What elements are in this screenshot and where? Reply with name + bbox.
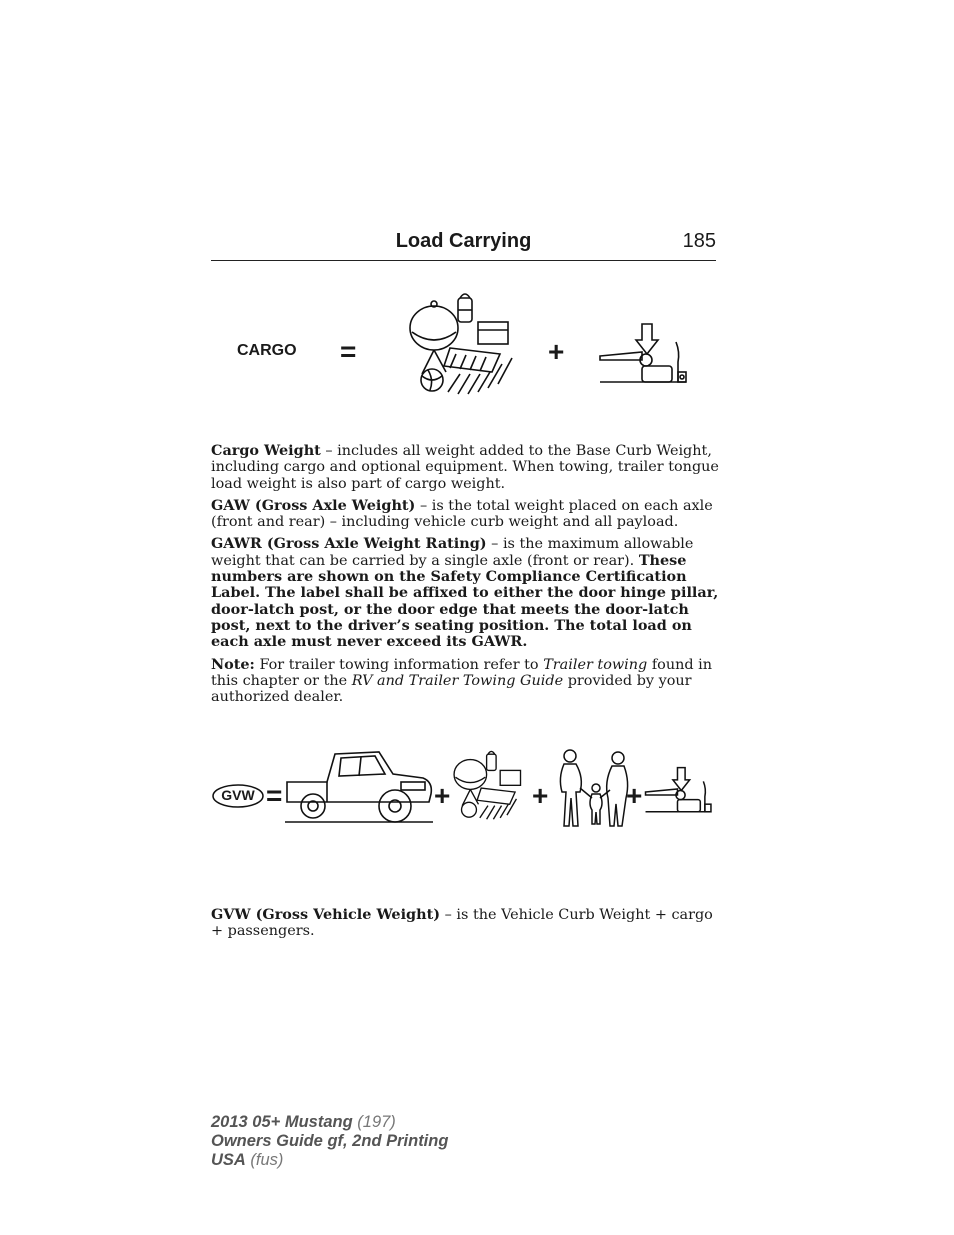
term: GAWR (Gross Axle Weight Rating) (211, 535, 487, 553)
plus-sign: + (532, 780, 549, 811)
plus-sign: + (548, 336, 565, 367)
cargo-label: CARGO (237, 342, 297, 359)
gawr-definition: GAWR (Gross Axle Weight Rating) – is the maximum allowable weight that can be carried by a single axle (front or rear). These numbers are shown on the Safety Compliance Certification Label. The label shall be affixed to either the door hinge pillar, door-latch post, or the door edge that meets the door-latch post, next to the driver’s seating position. The total load on each axle must never exceed its GAWR. (211, 535, 719, 651)
trailer-tongue-icon (644, 766, 714, 818)
cargo-weight-definition: Cargo Weight – includes all weight added to the Base Curb Weight, including cargo and optional equipment. When towing, trailer tongue load weight is also part of cargo weight. (211, 442, 719, 492)
page-number: 185 (682, 230, 716, 252)
term: GVW (Gross Vehicle Weight) (211, 906, 441, 923)
section-title: Load Carrying (395, 230, 532, 252)
footer-line-1: 2013 05+ Mustang (197) (211, 1113, 396, 1131)
gvw-definition: GVW (Gross Vehicle Weight) – is the Vehicle Curb Weight + cargo + passengers. (211, 906, 713, 940)
term: Cargo Weight (211, 442, 321, 459)
gvw-badge (212, 784, 264, 808)
definitions-block (211, 443, 719, 711)
trailer-tongue-icon (598, 322, 690, 390)
passengers-icon (554, 748, 634, 828)
gvw-definition-block (211, 907, 719, 946)
page-footer (211, 1113, 448, 1170)
gaw-definition: GAW (Gross Axle Weight) – is the total weight placed on each axle (front and rear) – including vehicle curb weight and all payload. (211, 496, 713, 531)
page-header (211, 228, 716, 261)
cargo-items-icon (404, 292, 522, 398)
cargo-items-icon (450, 744, 530, 828)
footer-line-3: USA (fus) (211, 1151, 284, 1169)
warning-text: These numbers are shown on the Safety Compliance Certification Label. The label shall be affixed to either the door hinge pillar, door-latch post, or the door edge that meets the door-latch post, next to the driver’s seating position. The total load on each axle must never exceed its GAWR. (211, 551, 719, 651)
footer-line-2: Owners Guide gf, 2nd Printing (211, 1132, 449, 1150)
equals-sign: = (340, 336, 357, 367)
pickup-truck-icon (283, 748, 435, 826)
term: GAW (Gross Axle Weight) (211, 496, 416, 514)
note: Note: For trailer towing information refer to Trailer towing found in this chapter or the RV and Trailer Towing Guide provided by your authorized dealer. (211, 655, 713, 706)
plus-sign: + (626, 780, 643, 811)
plus-sign: + (434, 780, 451, 811)
equals-sign: = (266, 780, 283, 811)
term: Note: (211, 655, 255, 673)
gvw-label: GVW (221, 787, 255, 803)
